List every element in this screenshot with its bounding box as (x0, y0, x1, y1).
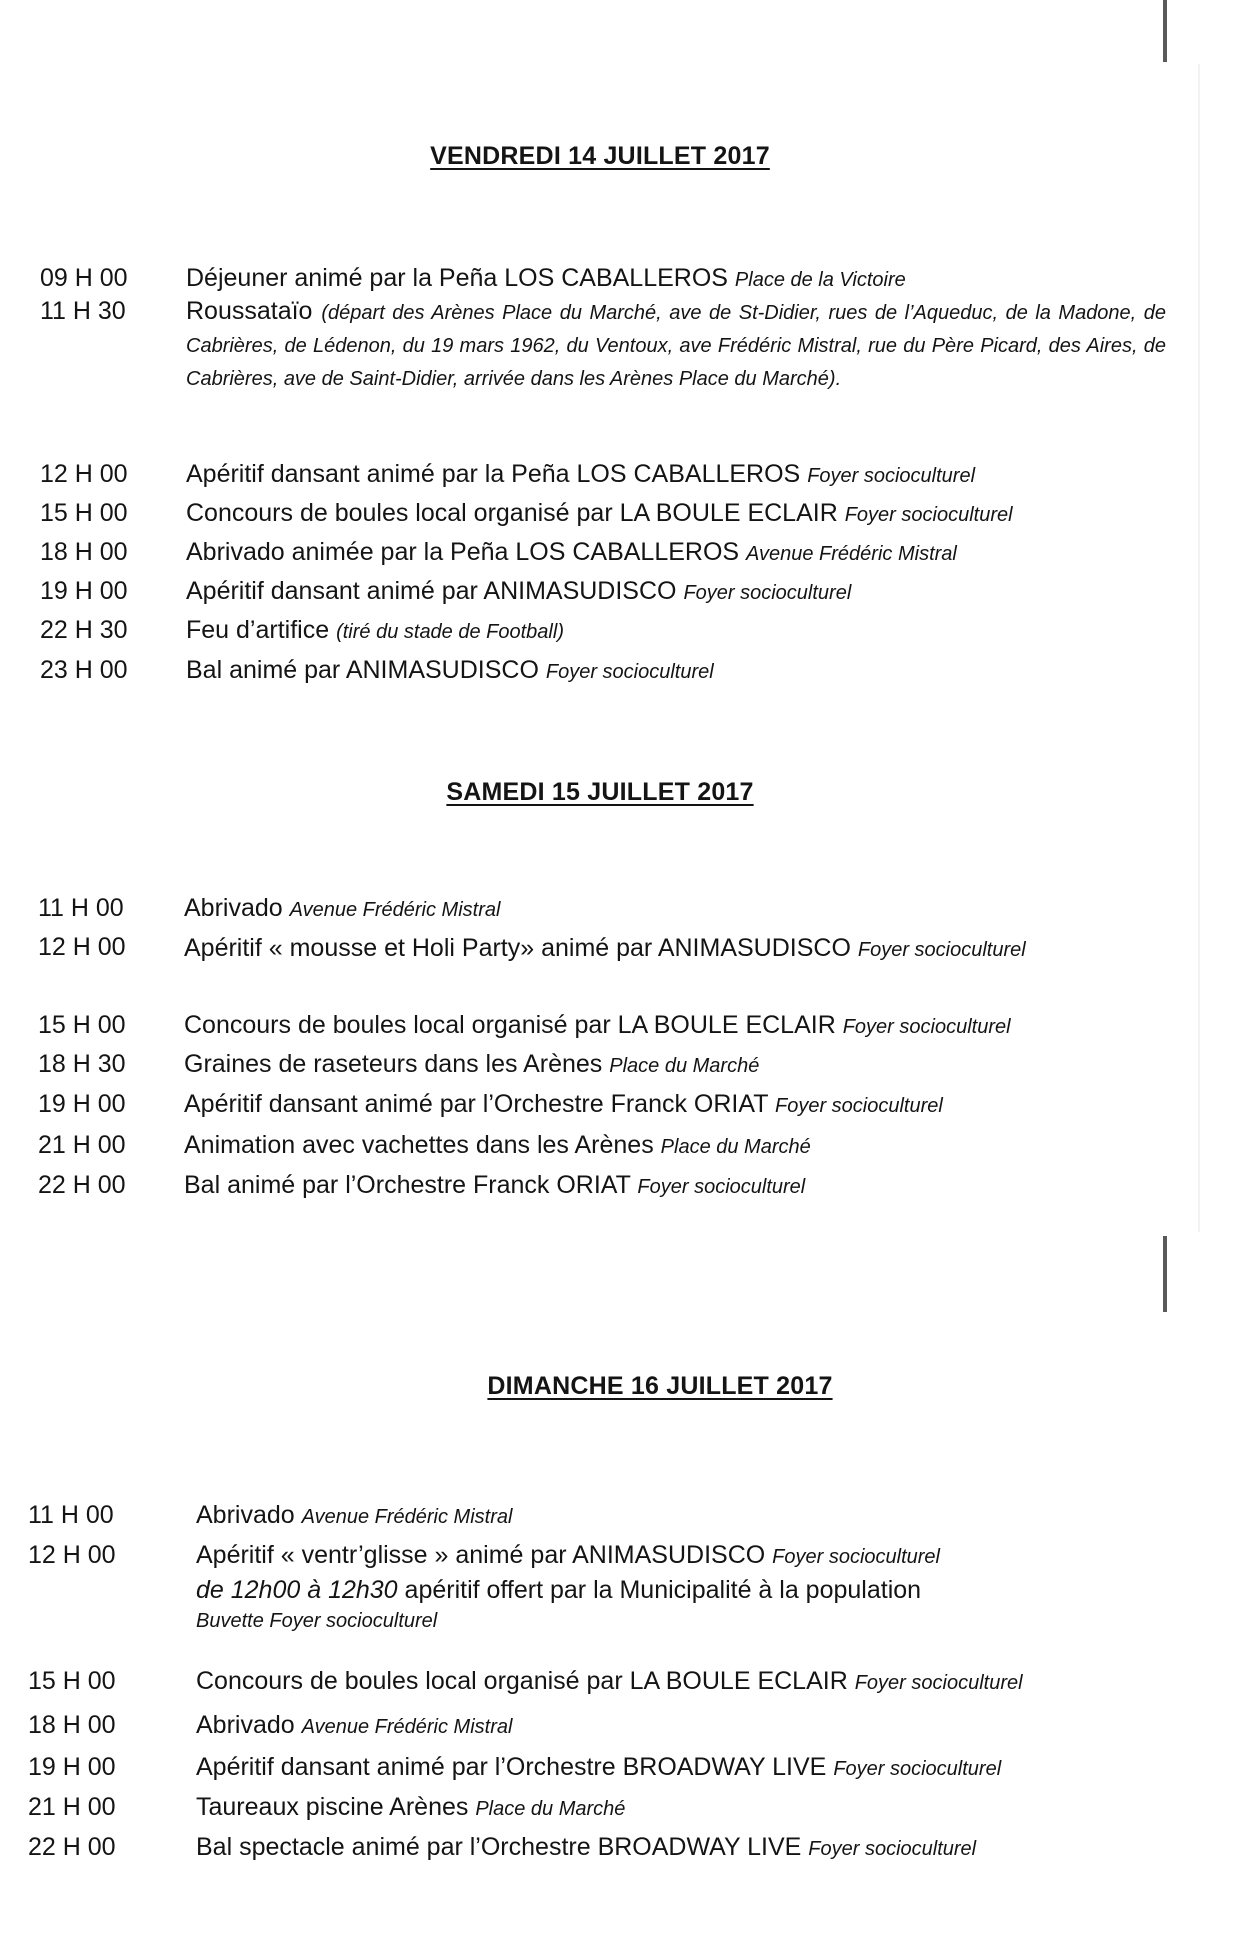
event-time: 18 H 00 (28, 1711, 116, 1739)
event-body (196, 1500, 512, 1533)
event-time: 22 H 00 (28, 1833, 116, 1861)
event-time: 19 H 00 (38, 1090, 126, 1118)
event-text: Abrivado (196, 1711, 295, 1739)
event-body (186, 459, 975, 492)
event-time: 19 H 00 (28, 1753, 116, 1781)
event-time: 15 H 00 (28, 1667, 116, 1695)
event-text: Concours de boules local organisé par LA BOULE ECLAIR (186, 499, 838, 527)
event-time: 15 H 00 (38, 1011, 126, 1039)
event-text: Abrivado (184, 894, 283, 922)
event-time: 09 H 00 (40, 264, 128, 292)
event-body (184, 893, 500, 926)
event-location: Avenue Frédéric Mistral (301, 1506, 513, 1528)
event-text: Bal animé par l’Orchestre Franck ORIAT (184, 1171, 631, 1199)
event-text: Concours de boules local organisé par LA BOULE ECLAIR (184, 1011, 836, 1039)
event-text: Abrivado animée par la Peña LOS CABALLEROS (186, 538, 740, 566)
event-location: Place du Marché (475, 1798, 626, 1820)
event-time: 15 H 00 (40, 499, 128, 527)
event-text: Apéritif « ventr’glisse » animé par ANIMASUDISCO (196, 1541, 766, 1569)
event-time: 12 H 00 (38, 933, 126, 961)
event-location: Place de la Victoire (734, 269, 906, 291)
event-time: 18 H 00 (40, 538, 128, 566)
event-location: Foyer socioculturel (772, 1546, 940, 1568)
event-location: Foyer socioculturel (774, 1095, 943, 1117)
event-time: 19 H 00 (40, 577, 128, 605)
page-edge-line-top (1163, 0, 1167, 62)
page-edge-line-middle (1163, 1236, 1167, 1312)
event-location: Avenue Frédéric Mistral (746, 543, 957, 565)
event-time: 11 H 30 (40, 297, 126, 325)
event-location: Foyer socioculturel (854, 1672, 1023, 1694)
event-body (184, 1049, 759, 1082)
event-location: (tiré du stade de Football) (336, 621, 564, 643)
event-time: 22 H 30 (40, 616, 128, 644)
page-edge-shade (1198, 64, 1200, 1232)
event-body (186, 498, 1013, 531)
event-body (186, 296, 1166, 395)
event-location: Foyer socioculturel (683, 582, 852, 604)
event-text: Graines de raseteurs dans les Arènes (184, 1050, 603, 1078)
day-title-samedi: SAMEDI 15 JUILLET 2017 (446, 778, 754, 806)
event-body (186, 537, 957, 570)
event-text: Animation avec vachettes dans les Arènes (184, 1131, 654, 1159)
day-title-dimanche: DIMANCHE 16 JUILLET 2017 (487, 1372, 833, 1400)
event-time: 21 H 00 (28, 1793, 116, 1821)
event-text: Abrivado (196, 1501, 295, 1529)
event-time: 12 H 00 (28, 1541, 116, 1569)
event-time: 22 H 00 (38, 1171, 126, 1199)
event-subline (196, 1573, 940, 1607)
event-time: 12 H 00 (40, 460, 128, 488)
event-body (196, 1710, 512, 1743)
event-route-note: (départ des Arènes Place du Marché, ave de St-Didier, rues de l’Aqueduc, de la Madone, de Cabrières, de Lédenon, du 19 mars 1962, du Ventoux, ave Frédéric Mistral, rue du Père Picard, des Aires, de Cabrières, ave de Saint-Didier, arrivée dans les Arènes Place du Marché). (186, 302, 1166, 390)
event-body (196, 1752, 1001, 1785)
event-body (186, 263, 906, 296)
event-body (184, 1010, 1011, 1043)
event-location: Place du Marché (660, 1136, 811, 1158)
event-location: Avenue Frédéric Mistral (301, 1716, 513, 1738)
day-title-vendredi: VENDREDI 14 JUILLET 2017 (430, 142, 770, 170)
event-body (184, 932, 1164, 966)
event-time: 23 H 00 (40, 656, 128, 684)
event-text: Taureaux piscine Arènes (196, 1793, 469, 1821)
event-text: Bal animé par ANIMASUDISCO (186, 656, 539, 684)
event-body (184, 1130, 811, 1163)
event-text: Apéritif dansant animé par la Peña LOS CABALLEROS (186, 460, 801, 488)
event-location: Place du Marché (609, 1055, 760, 1077)
event-location: Foyer socioculturel (844, 504, 1013, 526)
event-text: Déjeuner animé par la Peña LOS CABALLEROS (186, 264, 728, 292)
event-text: Apéritif dansant animé par l’Orchestre Franck ORIAT (184, 1090, 769, 1118)
event-text: Apéritif dansant animé par l’Orchestre BROADWAY LIVE (196, 1753, 827, 1781)
event-location: Foyer socioculturel (857, 939, 1026, 961)
event-body (186, 576, 851, 609)
event-text: Apéritif dansant animé par ANIMASUDISCO (186, 577, 677, 605)
event-subline-text: apéritif offert par la Municipalité à la population (404, 1576, 922, 1604)
event-text: Apéritif « mousse et Holi Party» animé par ANIMASUDISCO (184, 934, 851, 962)
event-body (184, 1089, 943, 1122)
event-location: Foyer socioculturel (842, 1016, 1011, 1038)
event-text: Roussataïo (186, 297, 313, 325)
event-location: Foyer socioculturel (833, 1758, 1002, 1780)
event-time: 18 H 30 (38, 1050, 126, 1078)
event-text: Feu d’artifice (186, 616, 330, 644)
event-location: Avenue Frédéric Mistral (289, 899, 501, 921)
event-location: Foyer socioculturel (808, 1838, 977, 1860)
event-body (196, 1792, 625, 1825)
event-time: 21 H 00 (38, 1131, 126, 1159)
event-body (186, 615, 564, 648)
event-subline-location: Buvette Foyer socioculturel (196, 1610, 438, 1632)
event-text: Bal spectacle animé par l’Orchestre BROADWAY LIVE (196, 1833, 802, 1861)
event-location: Foyer socioculturel (545, 661, 714, 683)
event-time: 11 H 00 (28, 1501, 114, 1529)
event-body (184, 1170, 805, 1203)
event-subline-time: de 12h00 à 12h30 (196, 1576, 398, 1604)
event-body (196, 1540, 940, 1635)
event-time: 11 H 00 (38, 894, 124, 922)
event-body (186, 655, 714, 688)
event-location: Foyer socioculturel (637, 1176, 806, 1198)
event-location: Foyer socioculturel (807, 465, 976, 487)
event-body (196, 1832, 976, 1865)
event-body (196, 1666, 1023, 1699)
event-text: Concours de boules local organisé par LA BOULE ECLAIR (196, 1667, 848, 1695)
